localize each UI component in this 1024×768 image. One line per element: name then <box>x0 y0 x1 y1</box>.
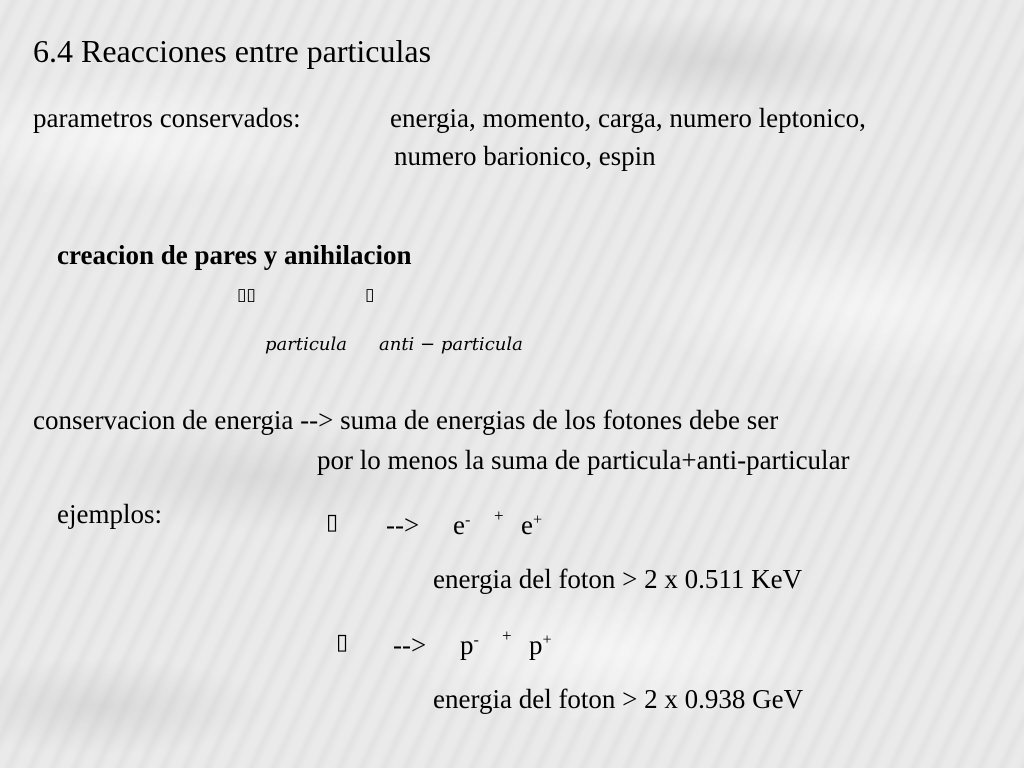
photon-energy-condition-2: energia del foton > 2 x 0.938 GeV <box>433 684 804 714</box>
energy-conservation-line-2: por lo menos la suma de particula+anti-particular <box>317 445 850 475</box>
reaction-arrow-2: --> <box>393 630 427 660</box>
energy-conservation-line-1: conservacion de energia --> suma de energias de los fotones debe ser <box>33 405 779 435</box>
conserved-label: parametros conservados: <box>33 103 301 133</box>
conserved-line-2: numero barionico, espin <box>394 141 656 171</box>
equation-symbols-left: ▯▯ <box>237 285 256 305</box>
slide-title: 6.4 Reacciones entre particulas <box>33 33 432 69</box>
equation-label-anti: anti − particula <box>379 334 523 355</box>
reaction-plus-2: + <box>502 626 512 645</box>
photon-energy-condition-1: energia del foton > 2 x 0.511 KeV <box>433 564 803 594</box>
reaction-product-2a: p- <box>460 630 479 660</box>
photon-symbol-1: ▯ <box>326 510 339 535</box>
photon-symbol-2: ▯ <box>336 630 349 655</box>
conserved-line-1: energia, momento, carga, numero leptonico, <box>390 103 866 133</box>
reaction-product-1b: e+ <box>521 510 543 540</box>
reaction-plus-1: + <box>494 506 504 525</box>
reaction-product-2b: p+ <box>529 630 552 660</box>
reaction-arrow-1: --> <box>386 510 420 540</box>
reaction-product-1a: e- <box>453 510 471 540</box>
section-heading: creacion de pares y anihilacion <box>57 240 412 270</box>
equation-label-particle: particula <box>265 334 348 355</box>
examples-label: ejemplos: <box>57 499 162 529</box>
equation-symbol-right: ▯ <box>365 285 375 305</box>
